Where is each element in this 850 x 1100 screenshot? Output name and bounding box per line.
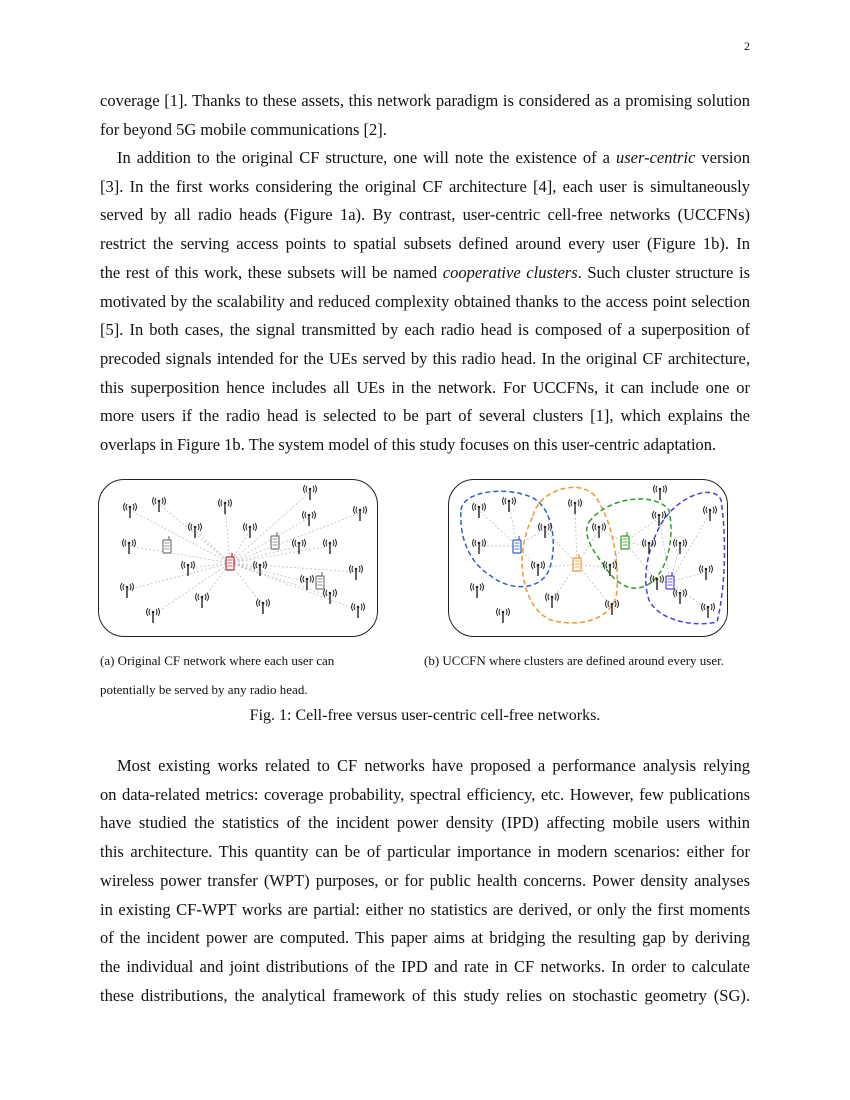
antenna-icon — [354, 506, 367, 521]
paragraph-user-centric — [100, 144, 750, 460]
text-line: this superposition hence includes all UEs in the network. For UCCFNs, it can include one or — [100, 377, 750, 397]
text-line: this architecture. This quantity can be of particular importance in modern scenarios: either for — [100, 842, 750, 862]
antenna-icon — [643, 539, 656, 554]
cooperative-cluster-outline — [522, 487, 617, 623]
connection-link — [230, 546, 299, 563]
antenna-icon — [257, 599, 270, 614]
text-line: coverage [1]. Thanks to these assets, this network paradigm is considered as a promising solution — [100, 91, 750, 110]
antenna-icon — [497, 608, 510, 623]
antenna-icon — [473, 539, 486, 554]
user-equipment-icon — [163, 536, 171, 553]
antenna-icon — [254, 561, 267, 576]
antenna-icon — [532, 561, 545, 576]
text-line: [5]. In both cases, the signal transmitted by each radio head is composed of a superposition of — [100, 320, 750, 340]
connection-link — [577, 564, 610, 568]
connection-link — [230, 492, 310, 563]
text-line: the rest of this work, these subsets will be named cooperative clusters. Such cluster structure is — [100, 262, 751, 282]
connection-link — [153, 563, 230, 615]
antenna-icon — [124, 503, 137, 518]
text-line: more users if the radio head is selected to be part of several clusters [1], which explains the — [100, 406, 750, 426]
figure-b-diagram — [449, 480, 727, 636]
antenna-icon — [704, 506, 717, 521]
antenna-icon — [182, 561, 195, 576]
antenna-icon — [674, 539, 687, 554]
user-equipment-icon — [621, 532, 629, 549]
connection-link — [225, 506, 230, 563]
text-line: Most existing works related to CF networks have proposed a performance analysis relying — [117, 756, 750, 775]
antenna-icon — [651, 575, 664, 590]
antenna-icon — [569, 499, 582, 514]
user-equipment-icon — [271, 532, 279, 549]
user-equipment-icon — [513, 536, 521, 553]
antenna-icon — [352, 603, 365, 618]
antenna-icon — [350, 565, 363, 580]
text-line: these distributions, the analytical framework of this study relies on stochastic geometry (SG). — [100, 985, 750, 1005]
user-equipment-icon — [226, 553, 234, 570]
text-line: served by all radio heads (Figure 1a). By contrast, user-centric cell-free networks (UCCFNs) — [100, 205, 750, 225]
paragraph-ipd-motivation — [100, 752, 750, 1010]
text-line: have studied the statistics of the incident power density (IPD) affecting mobile users within — [100, 813, 750, 833]
antenna-icon — [324, 589, 337, 604]
cooperative-cluster-outline — [646, 492, 725, 623]
connection-link — [195, 530, 230, 563]
antenna-icon — [121, 583, 134, 598]
antenna-icon — [653, 511, 666, 526]
figure-a-diagram — [99, 480, 377, 636]
paragraph-continuation — [100, 87, 750, 144]
text-line: overlaps in Figure 1b. The system model of this study focuses on this user-centric adaptation. — [100, 435, 717, 455]
antenna-icon — [471, 583, 484, 598]
antenna-icon — [546, 593, 559, 608]
antenna-icon — [303, 511, 316, 526]
subfigure-b-caption: (b) UCCFN where clusters are defined around every user. — [424, 653, 724, 668]
text-line: In addition to the original CF structure, one will note the existence of a user-centric version — [117, 148, 750, 167]
connection-link — [670, 572, 706, 582]
antenna-icon — [153, 497, 166, 512]
antenna-icon — [189, 523, 202, 538]
antenna-icon — [654, 485, 667, 500]
connection-link — [230, 563, 307, 582]
antenna-icon — [147, 608, 160, 623]
connection-link — [670, 582, 708, 610]
text-line: in existing CF-WPT works are partial: either no statistics are derived, or only the first moments — [100, 899, 750, 919]
antenna-icon — [301, 575, 314, 590]
page-number: 2 — [744, 39, 750, 53]
text-line: restrict the serving access points to spatial subsets defined around every user (Figure 1b). In — [100, 234, 750, 254]
antenna-icon — [593, 523, 606, 538]
antenna-icon — [473, 503, 486, 518]
cooperative-cluster-outline — [461, 491, 554, 586]
figure-caption: Fig. 1: Cell-free versus user-centric cell-free networks. — [249, 707, 601, 724]
user-equipment-icon — [573, 554, 581, 571]
antenna-icon — [674, 589, 687, 604]
connection-link — [670, 513, 710, 582]
antenna-icon — [244, 523, 257, 538]
user-equipment-icon — [666, 572, 674, 589]
text-line: on data-related metrics: coverage probability, spectral efficiency, etc. However, few publications — [100, 784, 750, 804]
connection-link — [625, 542, 657, 582]
emphasis-cooperative-clusters: cooperative clusters — [442, 262, 578, 282]
text-line: wireless power transfer (WPT) purposes, or for public health concerns. Power density analyses — [100, 870, 750, 890]
connection-link — [127, 563, 230, 590]
emphasis-user-centric: user-centric — [616, 148, 696, 167]
antenna-icon — [700, 565, 713, 580]
connection-link — [545, 530, 577, 564]
antenna-icon — [196, 593, 209, 608]
connection-link — [230, 563, 330, 596]
antenna-icon — [304, 485, 317, 500]
subfigure-a-caption: (a) Original CF network where each user can potentially be served by any radio head. — [100, 653, 335, 697]
antenna-icon — [604, 561, 617, 576]
text-line: the individual and joint distributions of the IPD and rate in CF networks. In order to calculate — [100, 956, 750, 976]
antenna-icon — [539, 523, 552, 538]
text-line: [3]. In the first works considering the original CF architecture [4], each user is simultaneously — [100, 176, 750, 196]
connection-link — [575, 506, 577, 564]
connection-link — [130, 510, 230, 563]
connection-link — [230, 563, 358, 610]
text-line: of the incident power are computed. This paper aims at bridging the resulting gap by deriving — [100, 928, 750, 948]
antenna-icon — [702, 603, 715, 618]
antenna-icon — [219, 499, 232, 514]
antenna-icon — [606, 600, 619, 615]
figure-panel-b-uccfn — [448, 479, 728, 637]
text-line: for beyond 5G mobile communications [2]. — [100, 119, 387, 139]
text-line: precoded signals intended for the UEs served by this radio head. In the original CF architecture, — [100, 348, 750, 368]
connection-link — [230, 563, 356, 572]
text-line: motivated by the scalability and reduced complexity obtained thanks to the access point selection — [100, 291, 750, 311]
user-equipment-icon — [316, 572, 324, 589]
figure-panel-a-cell-free — [98, 479, 378, 637]
antenna-icon — [503, 497, 516, 512]
